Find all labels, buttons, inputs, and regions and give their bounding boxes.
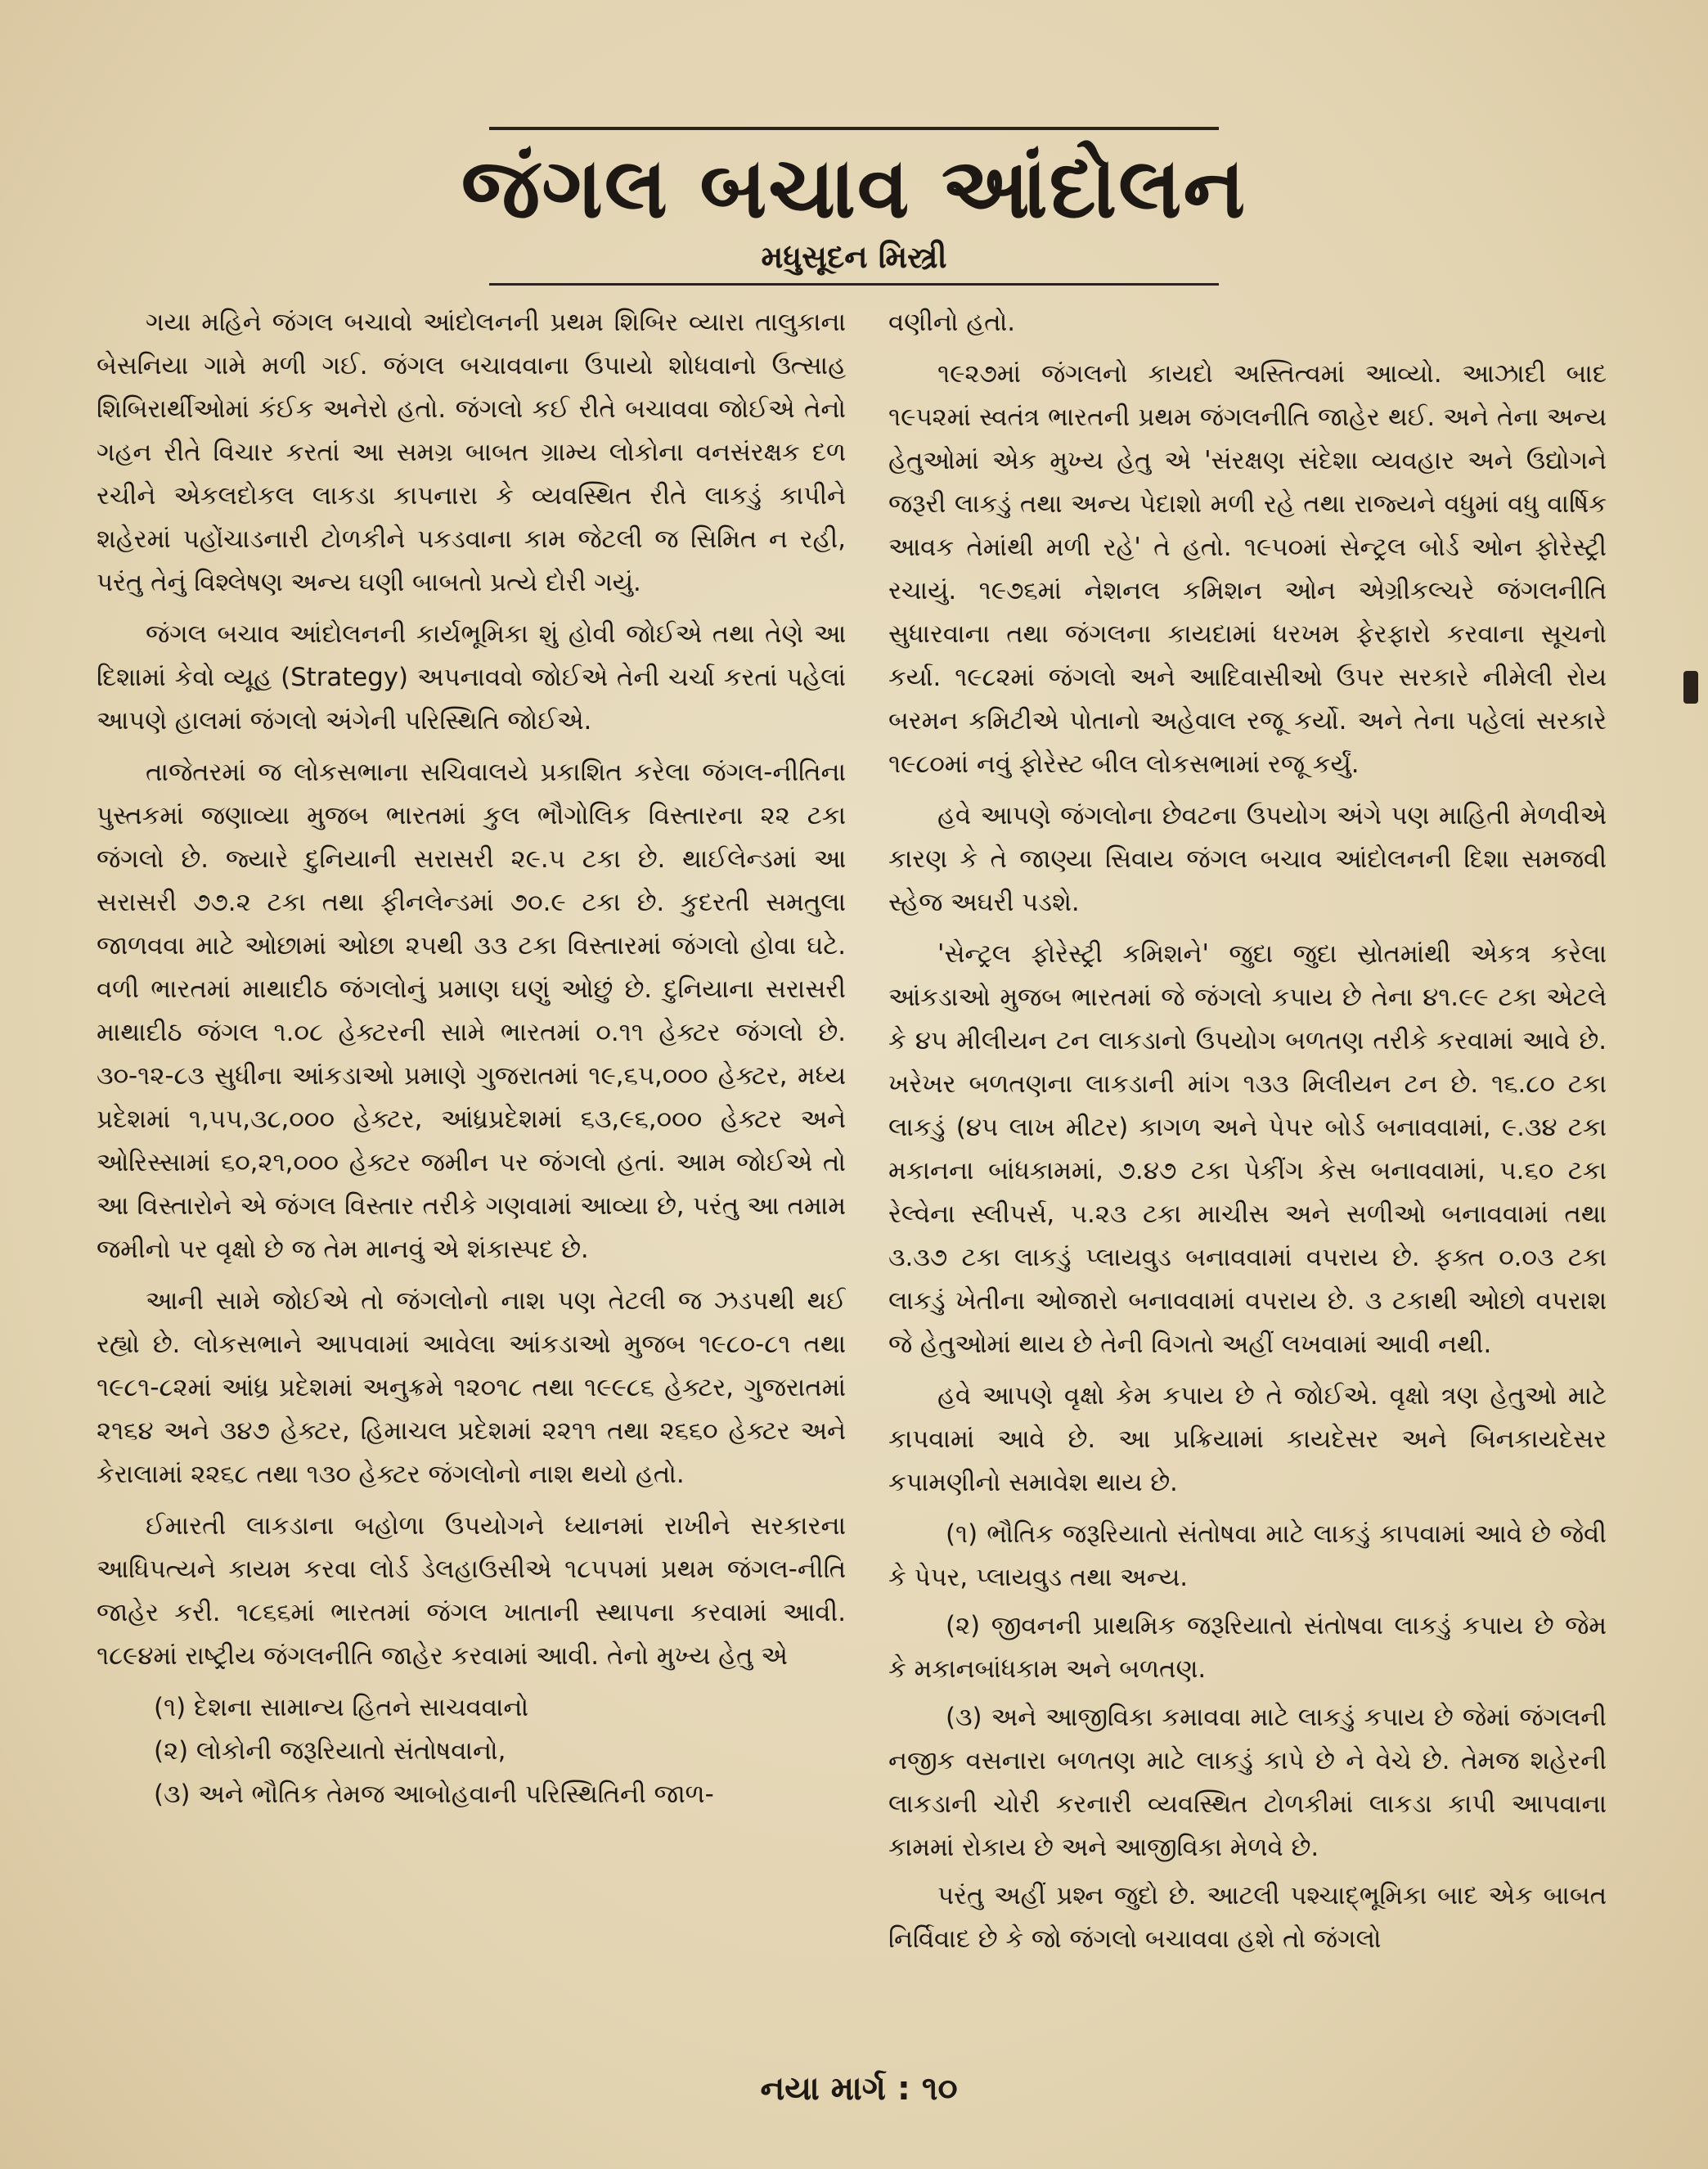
page-footer: નયા માર્ગ : ૧૦: [760, 2070, 958, 2108]
paragraph: 'સેન્ટ્રલ ફોરેસ્ટ્રી કમિશને' જુદા જુદા સ્રોતમાંથી એકત્ર કરેલા આંકડાઓ મુજબ ભારતમાં જે જંગલો કપાય છે તેના ૪૧.૯૯ ટકા એટલે કે ૪૫ મીલીયન ટન લાકડાનો ઉપયોગ બળતણ તરીકે કરવામાં આવે છે. ખરેખર બળતણના લાકડાની માંગ ૧૩૩ મિલીયન ટન છે. ૧૬.૮૦ ટકા લાકડું (૪૫ લાખ મીટર) કાગળ અને પેપર બોર્ડ બનાવવામાં, ૯.૩૪ ટકા મકાનના બાંધકામમાં, ૭.૪૭ ટકા પેકીંગ કેસ બનાવવામાં, ૫.૬૦ ટકા રેલ્વેના સ્લીપર્સ, ૫.૨૩ ટકા માચીસ અને સળીઓ બનાવવામાં તથા ૩.૩૭ ટકા લાકડું પ્લાયવુડ બનાવવામાં વપરાય છે. ફક્ત ૦.૦૩ ટકા લાકડું ખેતીના ઓજારો બનાવવામાં વપરાય છે. ૩ ટકાથી ઓછો વપરાશ જે હેતુઓમાં થાય છે તેની વિગતો અહીં લખવામાં આવી નથી.: [888, 939, 1607, 1359]
article-title: જંગલ બચાવ આંદોલન: [461, 140, 1247, 237]
list-item: (૩) અને ભૌતિક તેમજ આબોહવાની પરિસ્થિતિની જાળ-: [154, 1780, 714, 1809]
list-item: (૨) જીવનની પ્રાથમિક જરૂરિયાતો સંતોષવા લાકડું કપાય છે જેમ કે મકાનબાંધકામ અને બળતણ.: [888, 1611, 1607, 1684]
list-item: (૩) અને આજીવિકા કમાવવા માટે લાકડું કપાય છે જેમાં જંગલની નજીક વસનારા બળતણ માટે લાકડું કાપે છે ને વેચે છે. તેમજ શહેરની લાકડાની ચોરી કરનારી વ્યવસ્થિત ટોળકીમાં લાકડા કાપી આપવાના કામમાં રોકાય છે અને આજીવિકા મેળવે છે.: [888, 1703, 1607, 1862]
author-byline: મધુસૂદન મિસ્ત્રી: [761, 239, 947, 275]
paragraph: આની સામે જોઈએ તો જંગલોનો નાશ પણ તેટલી જ ઝડપથી થઈ રહ્યો છે. લોકસભાને આપવામાં આવેલા આંકડાઓ મુજબ ૧૯૮૦-૮૧ તથા ૧૯૮૧-૮૨માં આંધ્ર પ્રદેશમાં અનુક્રમે ૧૨૦૧૮ તથા ૧૯૯૮૬ હેક્ટર, ગુજરાતમાં ૨૧૬૪ અને ૩૪૭ હેક્ટર, હિમાચલ પ્રદેશમાં ૨૨૧૧ તથા ૨૬૬૦ હેક્ટર અને કેરાલામાં ૨૨૬૮ તથા ૧૩૦ હેક્ટર જંગલોનો નાશ થયો હતો.: [97, 1286, 846, 1489]
title-rule-bottom: [489, 283, 1219, 286]
paragraph: ૧૯૨૭માં જંગલનો કાયદો અસ્તિત્વમાં આવ્યો. આઝાદી બાદ ૧૯૫૨માં સ્વતંત્ર ભારતની પ્રથમ જંગલનીતિ જાહેર થઈ. અને તેના અન્ય હેતુઓમાં એક મુખ્ય હેતુ એ 'સંરક્ષણ સંદેશા વ્યવહાર અને ઉદ્યોગને જરૂરી લાકડું તથા અન્ય પેદાશો મળી રહે તથા રાજ્યને વધુમાં વધુ વાર્ષિક આવક તેમાંથી મળી રહે' તે હતો. ૧૯૫૦માં સેન્ટ્રલ બોર્ડ ઓન ફોરેસ્ટ્રી રચાયું. ૧૯૭૬માં નેશનલ કમિશન ઓન એગ્રીકલ્ચરે જંગલનીતિ સુધારવાના તથા જંગલના કાયદામાં ધરખમ ફેરફારો કરવાના સૂચનો કર્યા. ૧૯૮૨માં જંગલો અને આદિવાસીઓ ઉપર સરકારે નીમેલી રોય બરમન કમિટીએ પોતાનો અહેવાલ રજૂ કર્યો. અને તેના પહેલાં સરકારે ૧૯૮૦માં નવું ફોરેસ્ટ બીલ લોકસભામાં રજૂ કર્યું.: [888, 359, 1607, 779]
paragraph: તાજેતરમાં જ લોકસભાના સચિવાલયે પ્રકાશિત કરેલા જંગલ-નીતિના પુસ્તકમાં જણાવ્યા મુજબ ભારતમાં કુલ ભૌગોલિક વિસ્તારના ૨૨ ટકા જંગલો છે. જ્યારે દુનિયાની સરાસરી ૨૯.૫ ટકા છે. થાઈલેન્ડમાં આ સરાસરી ૭૭.૨ ટકા તથા ફીનલેન્ડમાં ૭૦.૯ ટકા છે. કુદરતી સમતુલા જાળવવા માટે ઓછામાં ઓછા ૨૫થી ૩૩ ટકા વિસ્તારમાં જંગલો હોવા ઘટે. વળી ભારતમાં માથાદીઠ જંગલોનું પ્રમાણ ઘણું ઓછું છે. દુનિયાના સરાસરી માથાદીઠ જંગલ ૧.૦૮ હેક્ટરની સામે ભારતમાં ૦.૧૧ હેક્ટર જંગલો છે. ૩૦-૧૨-૮૩ સુધીના આંકડાઓ પ્રમાણે ગુજરાતમાં ૧૯,૬૫,૦૦૦ હેક્ટર, મધ્ય પ્રદેશમાં ૧,૫૫,૩૮,૦૦૦ હેક્ટર, આંધ્રપ્રદેશમાં ૬૩,૯૬,૦૦૦ હેક્ટર અને ઓરિસ્સામાં ૬૦,૨૧,૦૦૦ હેક્ટર જમીન પર જંગલો હતાં. આમ જોઈએ તો આ વિસ્તારોને એ જંગલ વિસ્તાર તરીકે ગણવામાં આવ્યા છે, પરંતુ આ તમામ જમીનો પર વૃક્ષો છે જ તેમ માનવું એ શંકાસ્પદ છે.: [97, 758, 846, 1264]
paragraph: ગયા મહિને જંગલ બચાવો આંદોલનની પ્રથમ શિબિર વ્યારા તાલુકાના બેસનિયા ગામે મળી ગઈ. જંગલ બચાવવાના ઉપાયો શોધવાનો ઉત્સાહ શિબિરાર્થીઓમાં કંઈક અનેરો હતો. જંગલો કઈ રીતે બચાવવા જોઈએ તેનો ગહન રીતે વિચાર કરતાં આ સમગ્ર બાબત ગ્રામ્ય લોકોના વનસંરક્ષક દળ રચીને એકલદોકલ લાકડા કાપનારા કે વ્યવસ્થિત રીતે લાકડું કાપીને શહેરમાં પહોંચાડનારી ટોળકીને પકડવાના કામ જેટલી જ સિમિત ન રહી, પરંતુ તેનું વિશ્લેષણ અન્ય ઘણી બાબતો પ્રત્યે દોરી ગયું.: [97, 308, 846, 597]
list-item: (૧) ભૌતિક જરૂરિયાતો સંતોષવા માટે લાકડું કાપવામાં આવે છે જેવી કે પેપર, પ્લાયવુડ તથા અન્ય.: [888, 1519, 1607, 1592]
paragraph: પરંતુ અહીં પ્રશ્ન જુદો છે. આટલી પશ્ચાદ્ભૂમિકા બાદ એક બાબત નિર્વિવાદ છે કે જો જંગલો બચાવવા હશે તો જંગલો: [888, 1881, 1607, 1954]
paragraph: ઈમારતી લાકડાના બહોળા ઉપયોગને ધ્યાનમાં રાખીને સરકારના આધિપત્યને કાયમ કરવા લોર્ડ ડેલહાઉસીએ ૧૮૫૫માં પ્રથમ જંગલ-નીતિ જાહેર કરી. ૧૮૬૬માં ભારતમાં જંગલ ખાતાની સ્થાપના કરવામાં આવી. ૧૮૯૪માં રાષ્ટ્રીય જંગલનીતિ જાહેર કરવામાં આવી. તેનો મુખ્ય હેતુ એ: [97, 1511, 846, 1671]
title-rule-top: [489, 127, 1219, 130]
list-item: (૨) લોકોની જરૂરિયાતો સંતોષવાનો,: [154, 1736, 506, 1766]
paragraph: હવે આપણે જંગલોના છેવટના ઉપયોગ અંગે પણ માહિતી મેળવીએ કારણ કે તે જાણ્યા સિવાય જંગલ બચાવ આંદોલનની દિશા સમજવી સ્હેજ અઘરી પડશે.: [888, 801, 1607, 917]
paragraph: હવે આપણે વૃક્ષો કેમ કપાય છે તે જોઈએ. વૃક્ષો ત્રણ હેતુઓ માટે કાપવામાં આવે છે. આ પ્રક્રિયામાં કાયદેસર અને બિનકાયદેસર કપામણીનો સમાવેશ થાય છે.: [888, 1381, 1607, 1497]
list-item: (૧) દેશના સામાન્ય હિતને સાચવવાનો: [154, 1693, 529, 1722]
paragraph: વણીનો હતો.: [888, 308, 1016, 337]
paragraph: જંગલ બચાવ આંદોલનની કાર્યભૂમિકા શું હોવી જોઈએ તથા તેણે આ દિશામાં કેવો વ્યૂહ (Strategy) અપનાવવો જોઈએ તેની ચર્ચા કરતાં પહેલાં આપણે હાલમાં જંગલો અંગેની પરિસ્થિતિ જોઈએ.: [97, 619, 846, 736]
binding-edge-mark: [1683, 671, 1698, 704]
left-column: [97, 301, 846, 1995]
right-column: [888, 301, 1607, 1995]
